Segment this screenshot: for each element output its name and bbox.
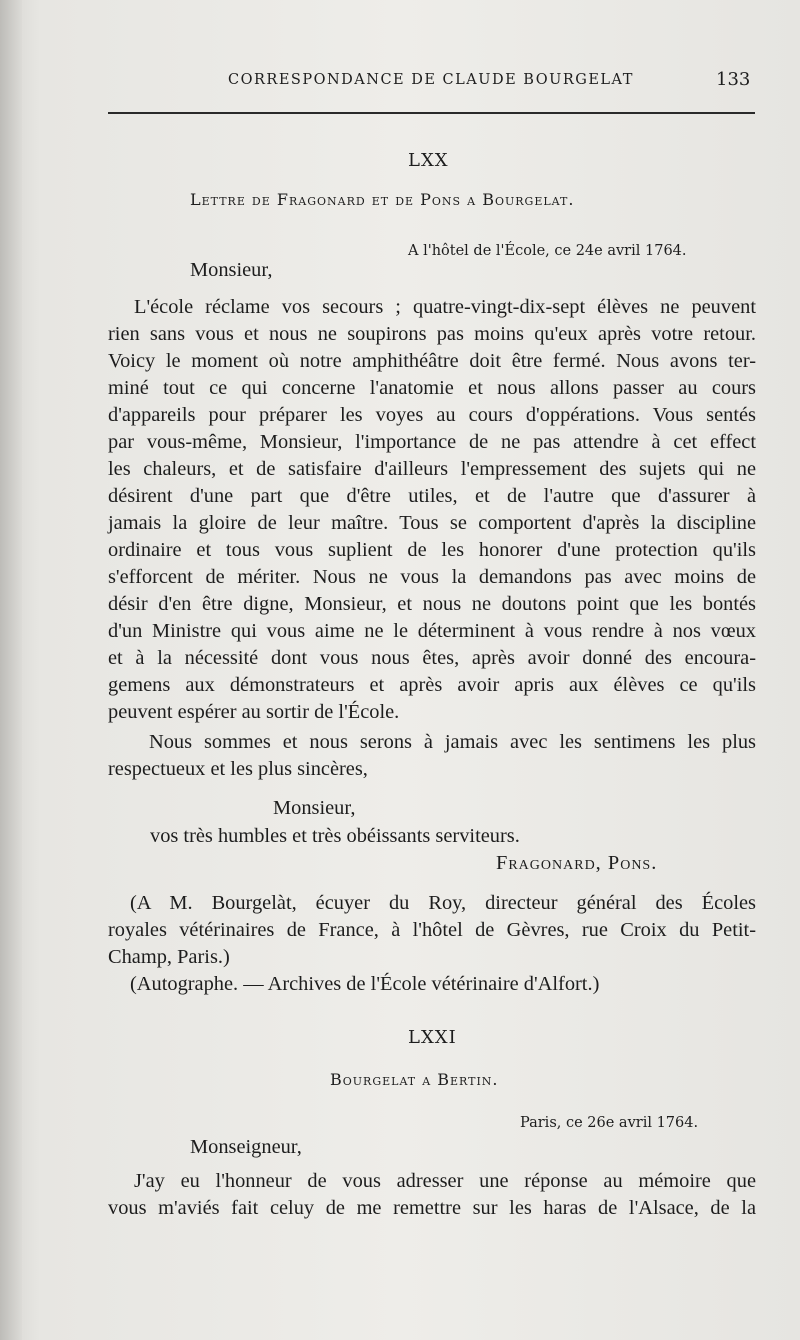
- letter-number-lxx: LXX: [408, 150, 449, 171]
- letter-heading-lxx: Lettre de Fragonard et de Pons a Bourgelat.: [190, 190, 575, 209]
- address-line: Champ, Paris.): [108, 946, 230, 968]
- body-line: s'efforcent de mériter. Nous ne vous la demandons pas avec moins de: [108, 566, 756, 588]
- body-line: par vous-même, Monsieur, l'importance de ne pas attendre à cet effect: [108, 431, 756, 453]
- body-line: J'ay eu l'honneur de vous adresser une réponse au mémoire que: [134, 1170, 756, 1192]
- body-line: Voicy le moment où notre amphithéâtre doit être fermé. Nous avons ter-: [108, 350, 756, 372]
- body-line: ordinaire et tous vous suplient de les honorer d'une protection qu'ils: [108, 539, 756, 561]
- address-line: royales vétérinaires de France, à l'hôtel de Gèvres, rue Croix du Petit-: [108, 919, 756, 941]
- closing-line: respectueux et les plus sincères,: [108, 758, 368, 780]
- signature: Fragonard, Pons.: [496, 852, 658, 874]
- source-note: (Autographe. — Archives de l'École vétérinaire d'Alfort.): [130, 973, 600, 995]
- letter-salutation-lxx: Monsieur,: [190, 259, 273, 281]
- closing-line: Nous sommes et nous serons à jamais avec les sentimens les plus: [149, 731, 756, 753]
- body-line: vous m'aviés fait celuy de me remettre sur les haras de l'Alsace, de la: [108, 1197, 756, 1219]
- letter-heading-lxxi: Bourgelat a Bertin.: [330, 1070, 499, 1089]
- header-rule: [108, 112, 755, 114]
- letter-salutation-lxxi: Monseigneur,: [190, 1136, 302, 1158]
- body-line: jamais la gloire de leur maître. Tous se comportent d'après la discipline: [108, 512, 756, 534]
- body-line: L'école réclame vos secours ; quatre-vingt-dix-sept élèves ne peuvent: [134, 296, 756, 318]
- letter-number-lxxi: LXXI: [408, 1027, 457, 1048]
- letter-dateline-lxx: A l'hôtel de l'École, ce 24e avril 1764.: [408, 243, 687, 259]
- page-number: 133: [716, 69, 751, 90]
- closing-salutation: Monsieur,: [273, 797, 356, 819]
- body-line: gemens aux démonstrateurs et après avoir apris aux élèves ce qu'ils: [108, 674, 756, 696]
- body-line: les chaleurs, et de satisfaire d'ailleurs l'empressement des sujets qui ne: [108, 458, 756, 480]
- body-line: désir d'en être digne, Monsieur, et nous ne doutons point que les bontés: [108, 593, 756, 615]
- body-line: miné tout ce qui concerne l'anatomie et nous allons passer au cours: [108, 377, 756, 399]
- closing-phrase: vos très humbles et très obéissants serviteurs.: [150, 825, 520, 847]
- letter-dateline-lxxi: Paris, ce 26e avril 1764.: [520, 1115, 699, 1131]
- body-line: d'un Ministre qui vous aime ne le déterminent à vous rendre à nos vœux: [108, 620, 756, 642]
- body-line: d'appareils pour préparer les voyes au cours d'oppérations. Vous sentés: [108, 404, 756, 426]
- page-binding-shadow: [0, 0, 22, 1340]
- body-line: rien sans vous et nous ne soupirons pas moins qu'eux après votre retour.: [108, 323, 756, 345]
- body-line: et à la nécessité dont vous nous êtes, après avoir donné des encoura-: [108, 647, 756, 669]
- body-line: peuvent espérer au sortir de l'École.: [108, 701, 400, 723]
- running-header: CORRESPONDANCE DE CLAUDE BOURGELAT: [228, 72, 634, 88]
- body-line: désirent d'une part que d'être utiles, et de l'autre que d'assurer à: [108, 485, 756, 507]
- address-line: (A M. Bourgelàt, écuyer du Roy, directeur général des Écoles: [130, 892, 756, 914]
